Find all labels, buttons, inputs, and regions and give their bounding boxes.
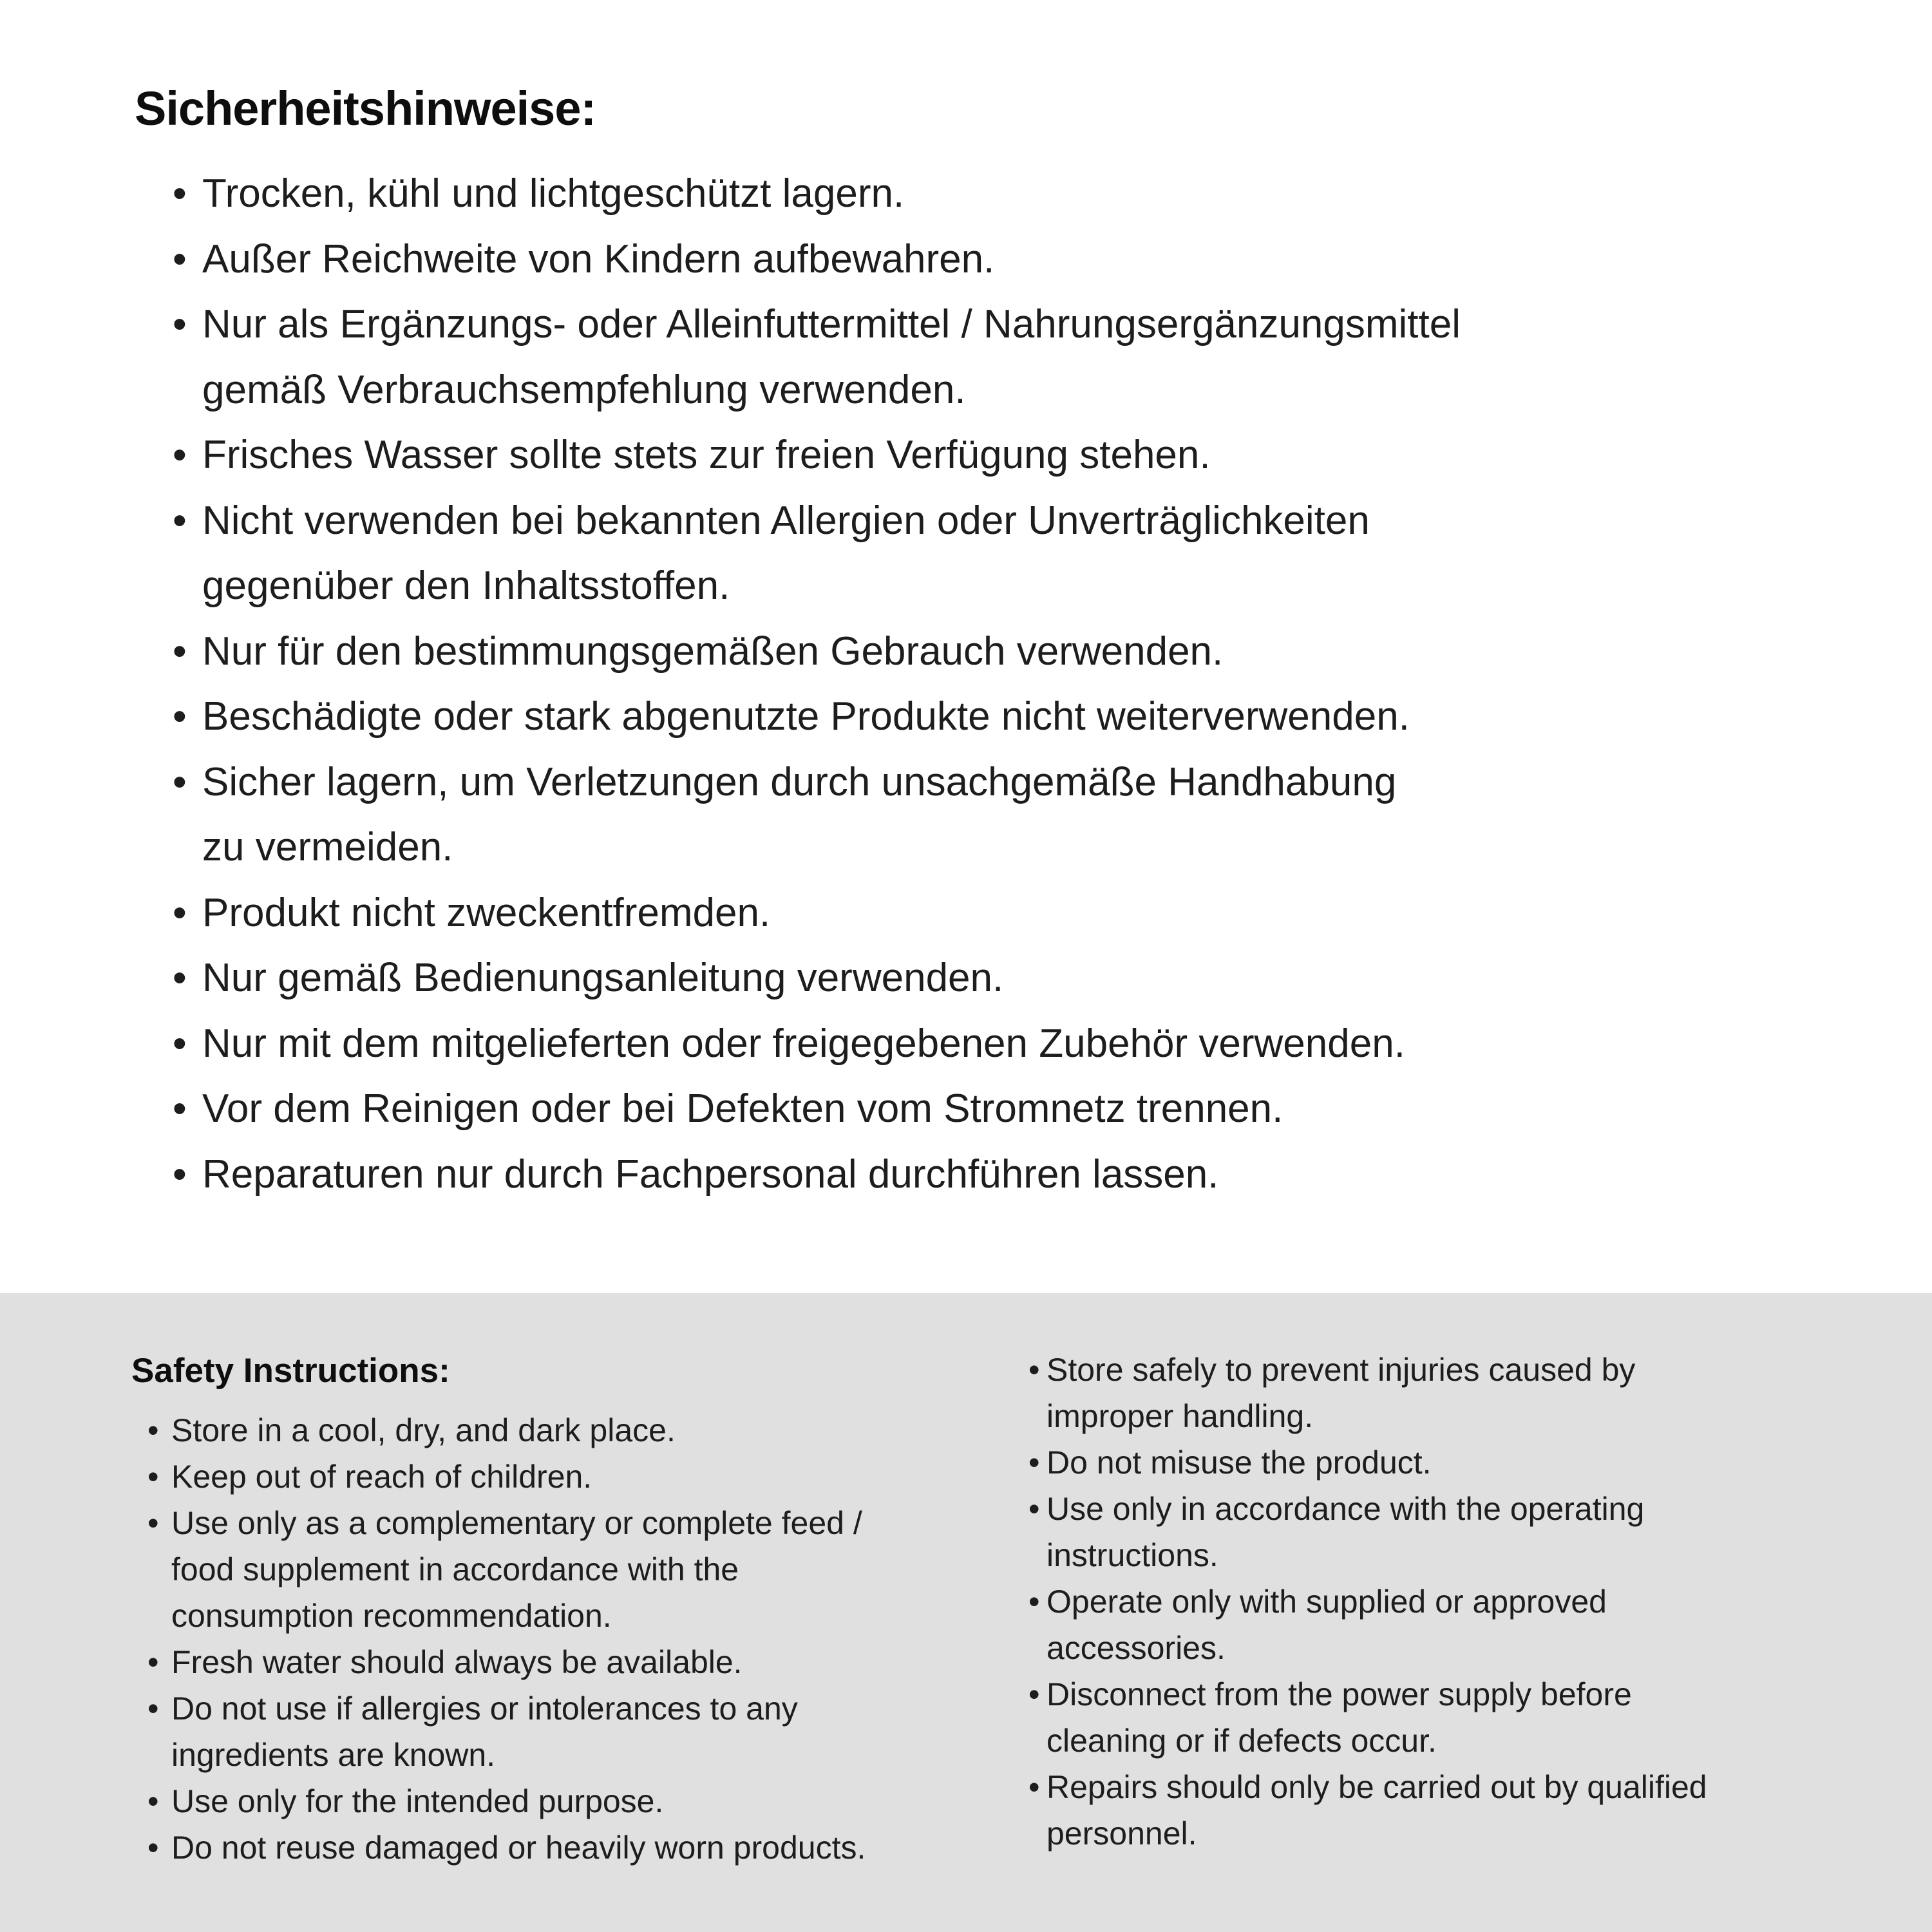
text-line: accessories. bbox=[1046, 1630, 1226, 1666]
bullet-icon: • bbox=[173, 302, 187, 346]
list-item-text bbox=[1046, 1439, 1859, 1486]
list-item-text bbox=[1046, 1671, 1859, 1764]
list-item bbox=[147, 1639, 991, 1685]
list-item bbox=[147, 1685, 991, 1778]
text-line: Sicher lagern, um Verletzungen durch unsachgemäße Handhabung bbox=[202, 759, 1397, 804]
bullet-icon: • bbox=[1028, 1584, 1040, 1620]
text-line: Disconnect from the power supply before bbox=[1046, 1676, 1632, 1712]
text-line: Vor dem Reinigen oder bei Defekten vom Stromnetz trennen. bbox=[202, 1086, 1283, 1131]
list-item bbox=[1028, 1347, 1859, 1439]
list-item bbox=[147, 1454, 991, 1500]
text-line: Keep out of reach of children. bbox=[171, 1459, 592, 1495]
text-line: Trocken, kühl und lichtgeschützt lagern. bbox=[202, 171, 905, 216]
list-item-text bbox=[1046, 1578, 1859, 1671]
text-line: Do not misuse the product. bbox=[1046, 1444, 1432, 1481]
list-item bbox=[1028, 1671, 1859, 1764]
bullet-icon: • bbox=[147, 1690, 159, 1727]
english-instructions-list-left bbox=[147, 1407, 991, 1871]
list-item bbox=[173, 945, 1821, 1011]
list-item-text bbox=[202, 227, 1821, 292]
english-heading: Safety Instructions: bbox=[131, 1352, 450, 1390]
list-item-text bbox=[1046, 1764, 1859, 1857]
bullet-icon: • bbox=[173, 171, 187, 216]
english-instructions-list-right bbox=[1028, 1347, 1859, 1857]
text-line: Nur als Ergänzungs- oder Alleinfuttermittel / Nahrungsergänzungsmittel bbox=[202, 302, 1461, 346]
list-item-text bbox=[171, 1685, 991, 1778]
text-line: Nur gemäß Bedienungsanleitung verwenden. bbox=[202, 956, 1004, 1000]
list-item bbox=[173, 227, 1821, 292]
bullet-icon: • bbox=[173, 498, 187, 543]
list-item bbox=[1028, 1486, 1859, 1578]
list-item-text bbox=[202, 619, 1821, 685]
text-line: Use only for the intended purpose. bbox=[171, 1783, 664, 1819]
text-line: zu vermeiden. bbox=[202, 825, 453, 869]
text-line: Store safely to prevent injuries caused by bbox=[1046, 1352, 1636, 1388]
list-item-text bbox=[202, 945, 1821, 1011]
list-item bbox=[1028, 1578, 1859, 1671]
list-item bbox=[173, 1011, 1821, 1077]
list-item bbox=[173, 292, 1821, 422]
text-line: Store in a cool, dry, and dark place. bbox=[171, 1412, 676, 1448]
text-line: food supplement in accordance with the bbox=[171, 1551, 739, 1587]
list-item bbox=[173, 880, 1821, 946]
list-item-text bbox=[202, 880, 1821, 946]
text-line: ingredients are known. bbox=[171, 1737, 496, 1773]
text-line: Use only in accordance with the operating bbox=[1046, 1491, 1645, 1527]
list-item bbox=[147, 1500, 991, 1639]
bullet-icon: • bbox=[173, 759, 187, 804]
english-safety-section bbox=[0, 1293, 1932, 1932]
list-item-text bbox=[202, 1011, 1821, 1077]
bullet-icon: • bbox=[147, 1783, 159, 1819]
list-item bbox=[147, 1407, 991, 1454]
list-item-text bbox=[202, 684, 1821, 750]
list-item bbox=[173, 161, 1821, 227]
bullet-icon: • bbox=[1028, 1491, 1040, 1527]
list-item-text bbox=[202, 161, 1821, 227]
list-item-text bbox=[171, 1407, 991, 1454]
text-line: consumption recommendation. bbox=[171, 1598, 612, 1634]
text-line: Do not reuse damaged or heavily worn products. bbox=[171, 1830, 866, 1866]
list-item-text bbox=[202, 1076, 1821, 1142]
bullet-icon: • bbox=[173, 236, 187, 281]
bullet-icon: • bbox=[147, 1412, 159, 1448]
list-item bbox=[173, 1142, 1821, 1208]
bullet-icon: • bbox=[173, 1021, 187, 1066]
text-line: personnel. bbox=[1046, 1815, 1197, 1852]
text-line: Use only as a complementary or complete feed / bbox=[171, 1505, 862, 1541]
list-item-text bbox=[202, 488, 1821, 619]
list-item-text bbox=[171, 1639, 991, 1685]
list-item bbox=[173, 750, 1821, 880]
list-item-text bbox=[171, 1778, 991, 1824]
list-item bbox=[173, 1076, 1821, 1142]
list-item-text bbox=[171, 1454, 991, 1500]
text-line: Produkt nicht zweckentfremden. bbox=[202, 890, 771, 935]
bullet-icon: • bbox=[173, 629, 187, 674]
text-line: Nicht verwenden bei bekannten Allergien oder Unverträglichkeiten bbox=[202, 498, 1370, 543]
list-item-text bbox=[202, 750, 1821, 880]
text-line: gemäß Verbrauchsempfehlung verwenden. bbox=[202, 367, 966, 412]
list-item-text bbox=[171, 1500, 991, 1639]
text-line: Operate only with supplied or approved bbox=[1046, 1584, 1607, 1620]
list-item-text bbox=[202, 422, 1821, 488]
list-item-text bbox=[171, 1824, 991, 1871]
bullet-icon: • bbox=[147, 1505, 159, 1541]
list-item-text bbox=[1046, 1347, 1859, 1439]
text-line: Nur für den bestimmungsgemäßen Gebrauch verwenden. bbox=[202, 629, 1224, 674]
list-item bbox=[1028, 1764, 1859, 1857]
list-item bbox=[173, 488, 1821, 619]
bullet-icon: • bbox=[173, 890, 187, 935]
bullet-icon: • bbox=[147, 1830, 159, 1866]
text-line: Nur mit dem mitgelieferten oder freigegebenen Zubehör verwenden. bbox=[202, 1021, 1405, 1066]
bullet-icon: • bbox=[1028, 1444, 1040, 1481]
bullet-icon: • bbox=[173, 1086, 187, 1131]
list-item-text bbox=[1046, 1486, 1859, 1578]
bullet-icon: • bbox=[173, 694, 187, 739]
text-line: Beschädigte oder stark abgenutzte Produkte nicht weiterverwenden. bbox=[202, 694, 1410, 739]
text-line: Reparaturen nur durch Fachpersonal durchführen lassen. bbox=[202, 1151, 1219, 1197]
text-line: instructions. bbox=[1046, 1537, 1218, 1573]
list-item bbox=[173, 422, 1821, 488]
bullet-icon: • bbox=[1028, 1352, 1040, 1388]
list-item bbox=[147, 1778, 991, 1824]
text-line: improper handling. bbox=[1046, 1398, 1314, 1434]
bullet-icon: • bbox=[173, 1151, 187, 1197]
text-line: Do not use if allergies or intolerances to any bbox=[171, 1690, 798, 1727]
text-line: cleaning or if defects occur. bbox=[1046, 1723, 1437, 1759]
text-line: Außer Reichweite von Kindern aufbewahren. bbox=[202, 236, 995, 281]
list-item bbox=[173, 619, 1821, 685]
list-item-text bbox=[202, 292, 1821, 422]
bullet-icon: • bbox=[1028, 1676, 1040, 1712]
german-instructions-list bbox=[173, 161, 1821, 1207]
list-item bbox=[1028, 1439, 1859, 1486]
list-item-text bbox=[202, 1142, 1821, 1208]
list-item bbox=[173, 684, 1821, 750]
bullet-icon: • bbox=[147, 1644, 159, 1680]
list-item bbox=[147, 1824, 991, 1871]
german-heading: Sicherheitshinweise: bbox=[135, 82, 596, 135]
text-line: Repairs should only be carried out by qualified bbox=[1046, 1769, 1707, 1805]
text-line: gegenüber den Inhaltsstoffen. bbox=[202, 564, 730, 608]
text-line: Frisches Wasser sollte stets zur freien Verfügung stehen. bbox=[202, 433, 1211, 477]
bullet-icon: • bbox=[173, 956, 187, 1000]
text-line: Fresh water should always be available. bbox=[171, 1644, 743, 1680]
bullet-icon: • bbox=[1028, 1769, 1040, 1805]
bullet-icon: • bbox=[173, 433, 187, 477]
bullet-icon: • bbox=[147, 1459, 159, 1495]
